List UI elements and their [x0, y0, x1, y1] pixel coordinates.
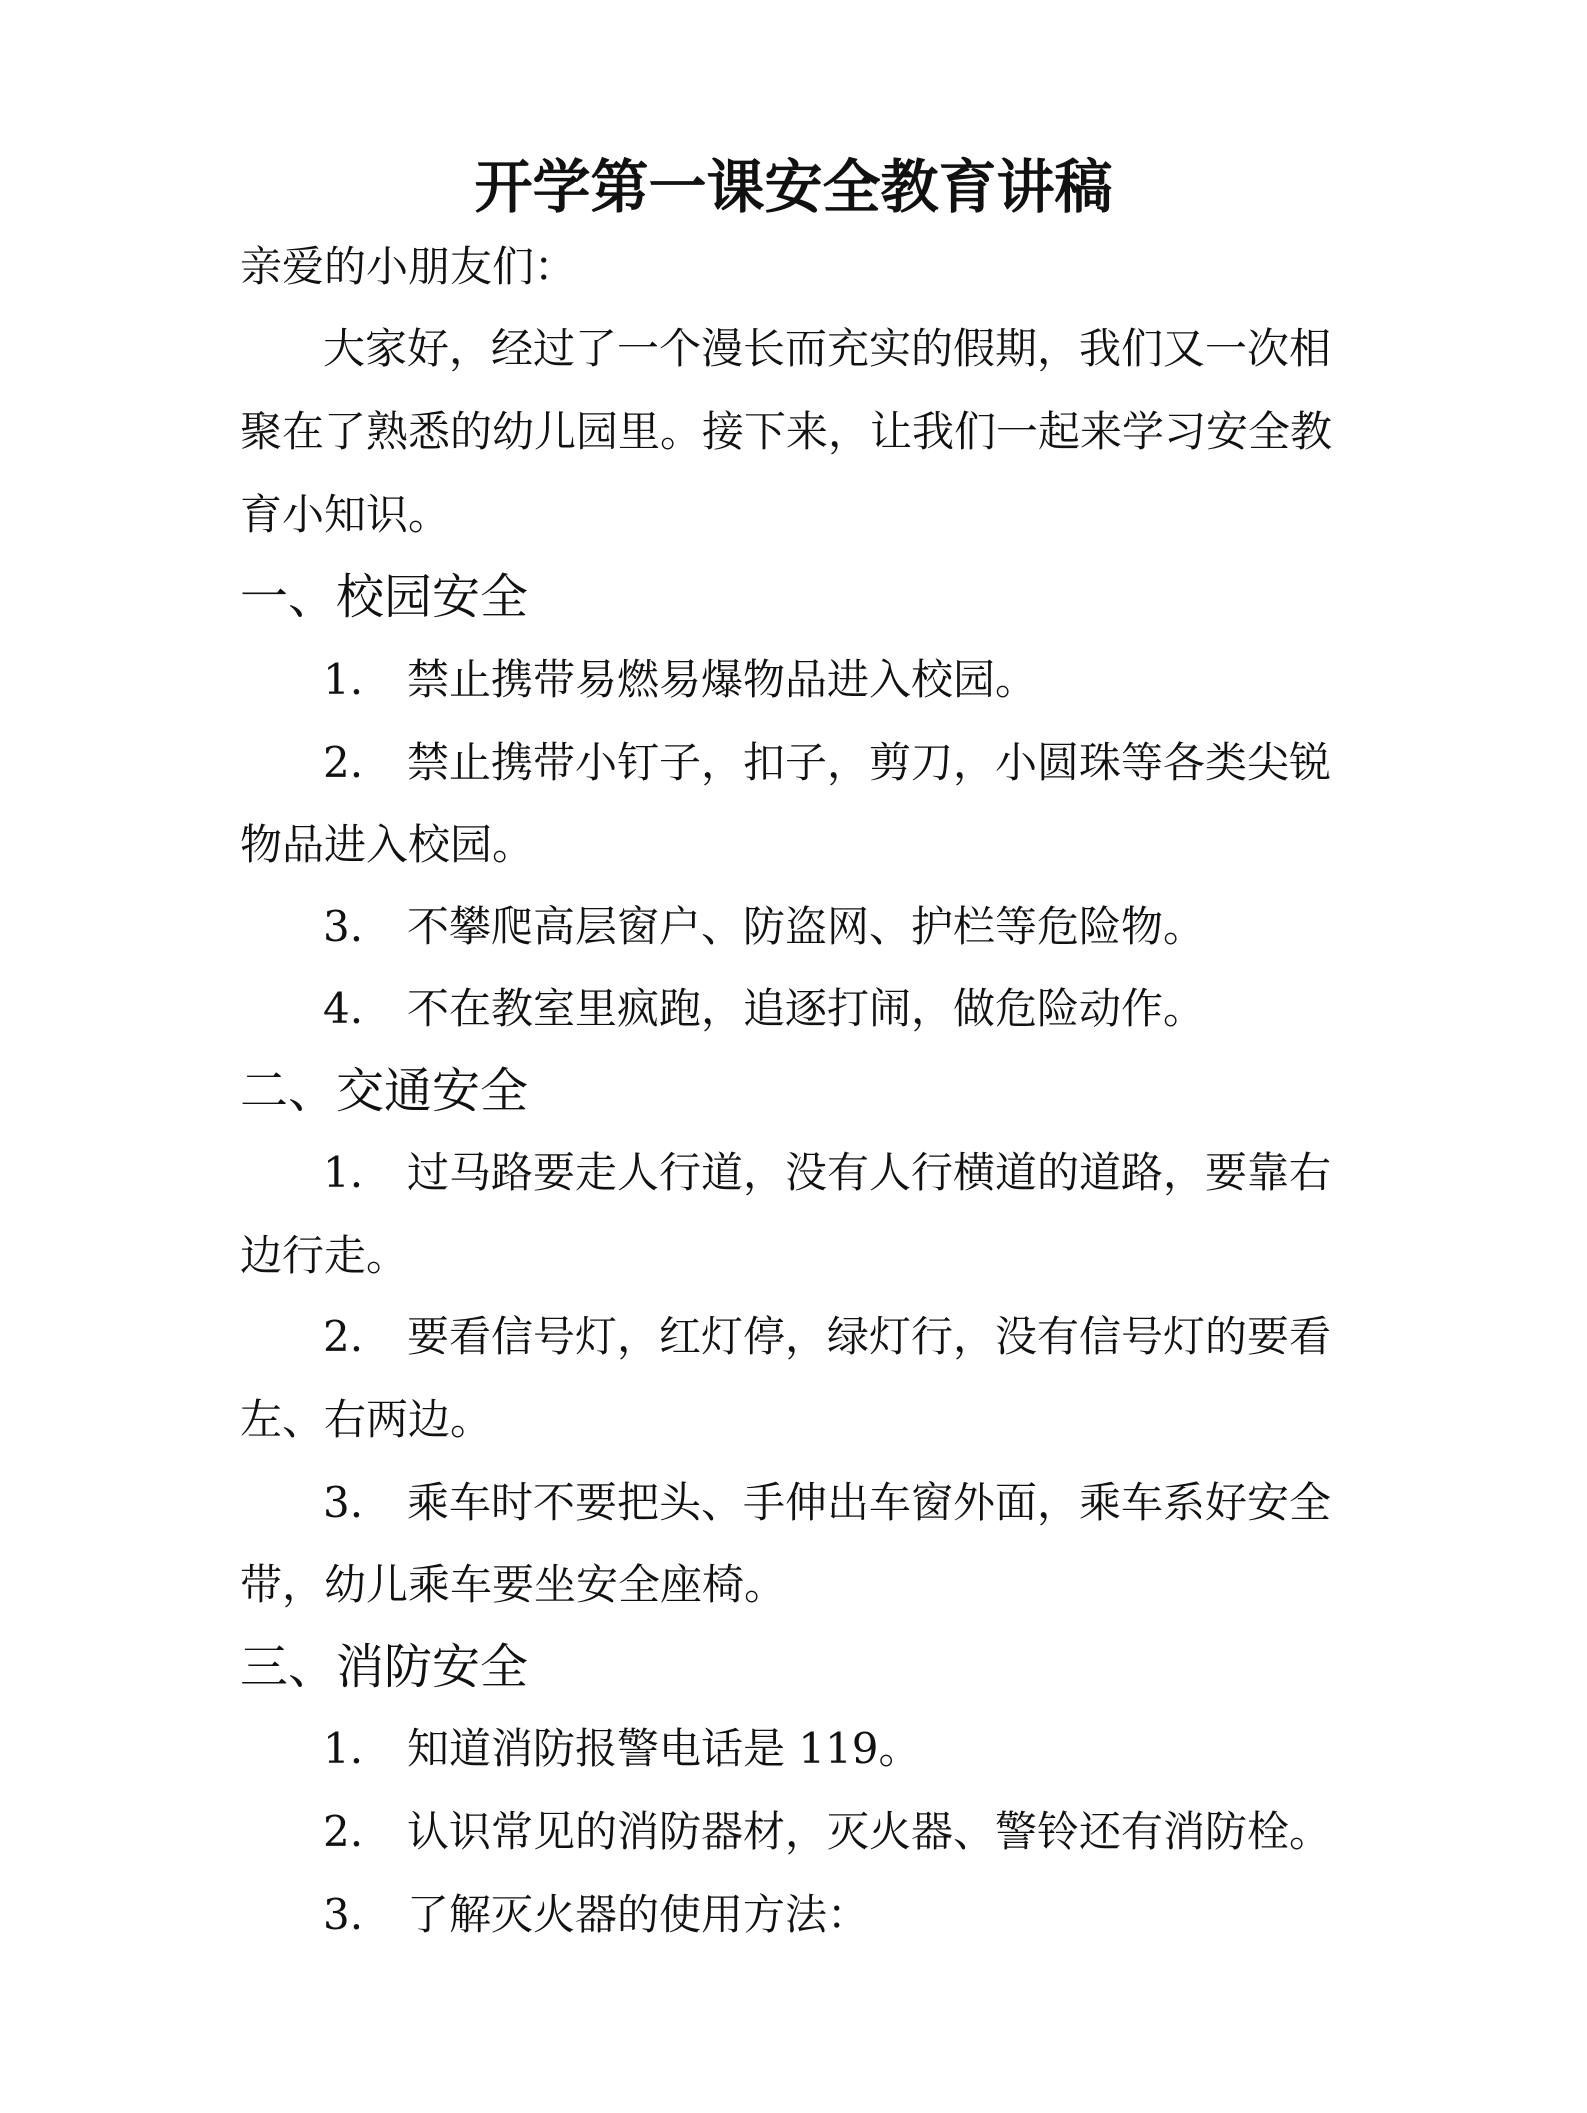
intro-line: 大家好，经过了一个漫长而充实的假期，我们又一次相	[323, 324, 1332, 373]
item-number: 2.	[323, 1312, 364, 1361]
item-text: 过马路要走人行道，没有人行横道的道路，要靠右	[407, 1148, 1332, 1197]
section-heading: 一、校园安全	[240, 569, 529, 625]
section-heading: 二、交通安全	[240, 1063, 529, 1119]
item-number: 4.	[323, 984, 364, 1033]
item-number: 1.	[323, 1724, 364, 1773]
section-heading: 三、消防安全	[240, 1639, 529, 1695]
item-text: 不在教室里疯跑，追逐打闹，做危险动作。	[407, 984, 1206, 1033]
item-text: 边行走。	[240, 1231, 409, 1280]
item-text: 知道消防报警电话是 119。	[407, 1724, 921, 1773]
item-number: 3.	[323, 1890, 364, 1939]
item-number: 2.	[323, 1807, 364, 1856]
item-text: 要看信号灯，红灯停，绿灯行，没有信号灯的要看	[407, 1312, 1332, 1361]
item-number: 3.	[323, 902, 364, 951]
item-text: 了解灭火器的使用方法：	[407, 1890, 870, 1939]
document-title: 开学第一课安全教育讲稿	[474, 153, 1113, 221]
item-text: 不攀爬高层窗户、防盗网、护栏等危险物。	[407, 902, 1206, 951]
item-text: 左、右两边。	[240, 1395, 493, 1444]
intro-line: 聚在了熟悉的幼儿园里。接下来，让我们一起来学习安全教	[240, 407, 1333, 456]
intro-line: 育小知识。	[240, 490, 451, 539]
greeting: 亲爱的小朋友们：	[240, 242, 577, 291]
item-number: 1.	[323, 655, 364, 704]
item-text: 禁止携带小钉子，扣子，剪刀，小圆珠等各类尖锐	[407, 738, 1332, 787]
item-text: 乘车时不要把头、手伸出车窗外面，乘车系好安全	[407, 1478, 1332, 1527]
item-text: 禁止携带易燃易爆物品进入校园。	[407, 655, 1038, 704]
item-number: 2.	[323, 738, 364, 787]
item-text: 认识常见的消防器材，灭火器、警铃还有消防栓。	[407, 1807, 1332, 1856]
item-text: 物品进入校园。	[240, 820, 535, 869]
item-number: 1.	[323, 1148, 364, 1197]
item-text: 带，幼儿乘车要坐安全座椅。	[240, 1560, 787, 1609]
item-number: 3.	[323, 1478, 364, 1527]
